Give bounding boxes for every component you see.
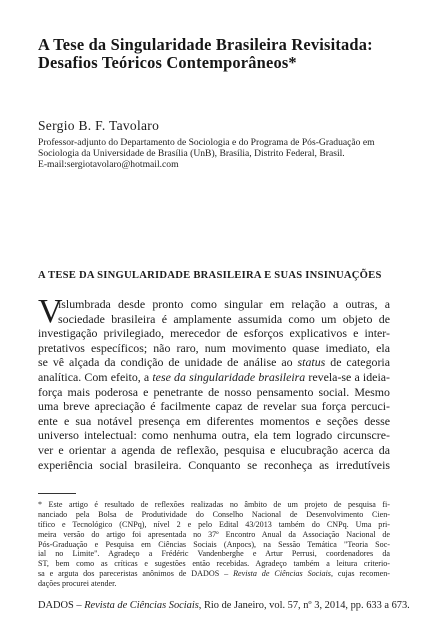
title-line-2: Desafios Teóricos Contemporâneos* [38,53,297,72]
footnote-divider [38,493,76,494]
journal-citation [38,600,410,611]
title-line-1: A Tese da Singularidade Brasileira Revisitada: [38,35,373,54]
body-text-run: se vê alçada da condição de unidade de análise ao [38,355,293,370]
journal-details: , Rio de Janeiro, vol. 57, nº 3, 2014, pp. 633 a 673. [198,600,410,611]
author-affiliation [38,138,408,170]
footnote-line: ST, bem como as críticas e sugestões então recebidas. Agradeço também a leitura criterio- [38,559,390,569]
body-line: uma breve apreciação é facilmente capaz de revelar sua força percuci- [38,399,390,414]
body-italic-run: tese da singularidade brasileira [152,369,306,384]
body-line [38,355,390,370]
body-line: pretativos específicos; não raro, num movimento quase imediato, ela [38,340,390,355]
journal-name: Revista de Ciências Sociais [84,600,199,611]
footnote-line: dações procurei atender. [38,579,117,589]
footnote-line: nanciado pela Bolsa de Produtividade do Conselho Nacional de Desenvolvimento Cien- [38,509,390,519]
journal-prefix: DADOS – [38,600,82,611]
footnote [38,500,390,589]
body-text-run: revela-se a ideia- [308,369,390,384]
body-line: islumbrada desde pronto como singular em relação a outras, a [58,297,390,311]
affiliation-line-1: Professor-adjunto do Departamento de Sociologia e do Programa de Pós-Graduação em [38,137,375,148]
body-line: investigação privilegiado, merecedor de esforços explicativos e inter- [38,326,390,341]
footnote-line [38,569,390,579]
footnote-text-run: , cujas recomen- [330,569,390,579]
body-line [38,370,390,385]
section-heading: A TESE DA SINGULARIDADE BRASILEIRA E SUAS INSINUAÇÕES [38,270,382,281]
body-line: experiência social brasileira. Conquanto se reconheça as irredutíveis [38,457,390,472]
drop-cap: V [38,293,63,330]
author-name: Sergio B. F. Tavolaro [38,118,160,133]
body-text-run: de categoria [330,355,390,370]
footnote-text-run: sa e arguta dos pareceristas anônimos de DADOS – [38,569,229,579]
footnote-italic-run: Revista de Ciências Sociais [233,569,331,579]
body-line: ente e sua notável presença em diferentes momentos e seções desse [38,413,390,428]
footnote-line: meira versão do artigo foi apresentada no 37º Encontro Anual da Associação Nacional de [38,529,390,539]
body-italic-run: status [297,355,326,370]
footnote-line: tífico e Tecnológico (CNPq), nível 2 e pelo Edital 43/2013 também do CNPq. Uma pri- [38,519,390,529]
footnote-line: * Este artigo é resultado de reflexões realizadas no âmbito de um projeto de pesquisa fi- [38,500,390,509]
body-line: universo intelectual: como nenhuma outra, ela tem logrado circunscre- [38,428,390,443]
footnote-line: Pós-Graduação e Pesquisa em Ciências Sociais (Anpocs), na Sessão Temática "Teoria Soc- [38,539,390,549]
body-line: força mais poderosa e penetrante de nosso pensamento social. Mesmo [38,384,390,399]
author-email[interactable]: E-mail:sergiotavolaro@hotmail.com [38,158,179,170]
body-text [38,293,390,472]
body-line: ver e orientar a agenda de reflexão, pesquisa e elucubração acerca da [38,442,390,457]
article-title [38,36,408,72]
affiliation-line-2: Sociologia da Universidade de Brasília (UnB), Brasília, Distrito Federal, Brasil. [38,147,345,159]
body-text-run: analítica. Com efeito, a [38,369,150,384]
footnote-line: ial no Limite". Agradeço a Frédéric Vandenberghe e Artur Perrusi, coordenadores da [38,549,390,559]
body-line: sociedade brasileira é amplamente assumida como um objeto de [58,311,390,326]
